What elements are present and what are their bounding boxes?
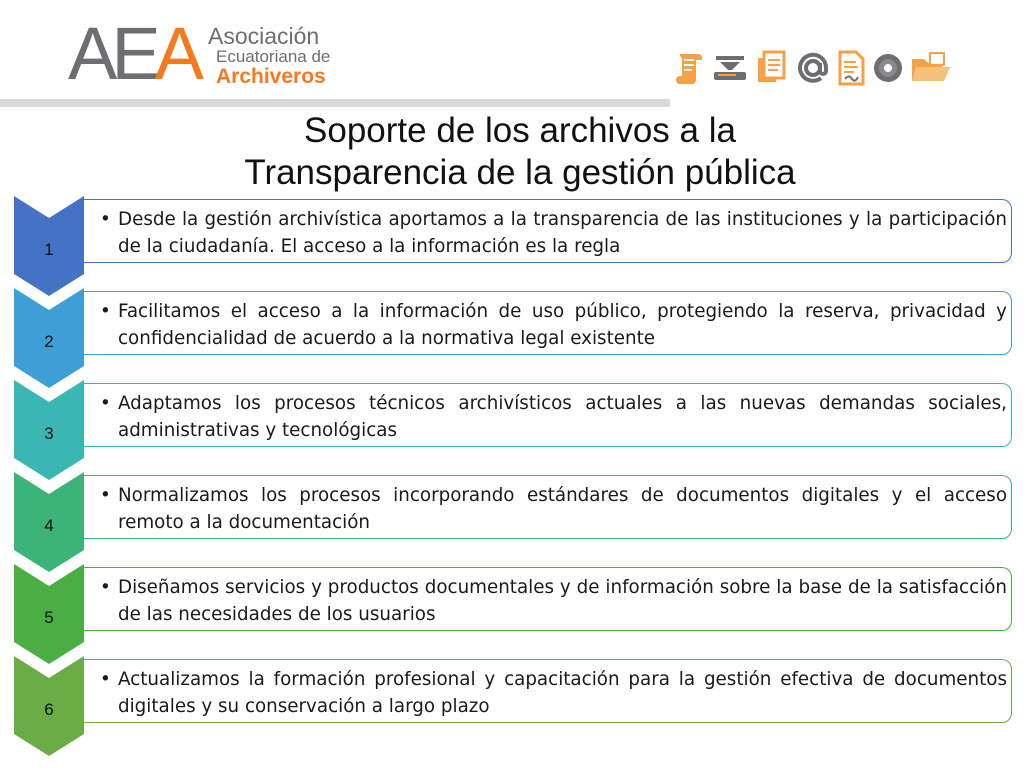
step-6 [14, 656, 1014, 748]
header-divider [0, 99, 670, 107]
step-5 [14, 564, 1014, 656]
bullet: • [100, 485, 111, 506]
step-number: 5 [44, 608, 54, 627]
disc-icon [872, 52, 904, 84]
logo-line-1: Asociación [208, 23, 320, 49]
step-3 [14, 380, 1014, 472]
bullet: • [100, 577, 111, 598]
slide-title [150, 110, 890, 194]
bullet: • [100, 669, 111, 690]
step-text: Diseñamos servicios y productos documentales y de información sobre la base de la satisfacción de las necesidades de los usuarios [118, 577, 1007, 625]
step-number: 4 [44, 516, 54, 535]
step-chevron [14, 656, 84, 748]
scanner-icon [712, 52, 748, 84]
step-number: 2 [44, 332, 54, 351]
step-text-row [100, 574, 1007, 628]
step-box [84, 199, 1012, 263]
logo-text [208, 24, 330, 88]
step-text: Adaptamos los procesos técnicos archivísticos actuales a las nuevas demandas sociales, administrativas y tecnológicas [118, 393, 1007, 441]
header-icons [674, 46, 954, 90]
step-text-row [100, 482, 1007, 536]
step-chevron [14, 472, 84, 564]
step-chevron [14, 196, 84, 288]
step-number: 3 [44, 424, 54, 443]
step-box [84, 291, 1012, 355]
step-text-row [100, 206, 1007, 260]
step-text: Desde la gestión archivística aportamos a la transparencia de las instituciones y la participación de la ciudadanía. El acceso a la información es la regla [118, 209, 1007, 257]
step-box [84, 567, 1012, 631]
step-box [84, 659, 1012, 723]
bullet: • [100, 209, 111, 230]
step-number: 6 [44, 700, 54, 719]
step-1 [14, 196, 1014, 288]
documents-icon [754, 48, 790, 88]
bullet: • [100, 393, 111, 414]
logo-letters: AEA [68, 12, 199, 95]
step-4 [14, 472, 1014, 564]
step-chevron [14, 564, 84, 656]
step-text-row [100, 298, 1007, 352]
step-2 [14, 288, 1014, 380]
title-line-1: Soporte de los archivos a la [304, 111, 736, 150]
step-text: Normalizamos los procesos incorporando estándares de documentos digitales y el acceso remoto a la documentación [118, 485, 1007, 533]
folder-icon [910, 51, 952, 85]
scroll-icon [674, 50, 706, 86]
step-text: Facilitamos el acceso a la información de uso público, protegiendo la reserva, privacidad y confidencialidad de acuerdo a la normativa legal existente [118, 301, 1007, 349]
at-sign-icon [796, 51, 830, 85]
signed-document-icon [836, 50, 866, 86]
step-text-row [100, 390, 1007, 444]
step-box [84, 383, 1012, 447]
step-chevron [14, 288, 84, 380]
logo-line-3: Archiveros [216, 65, 326, 88]
aea-logo [68, 12, 338, 95]
step-text-row [100, 666, 1007, 720]
bullet: • [100, 301, 111, 322]
step-text: Actualizamos la formación profesional y capacitación para la gestión efectiva de documentos digitales y su conservación a largo plazo [118, 669, 1007, 717]
step-number: 1 [44, 240, 54, 259]
logo-line-2: Ecuatoriana de [216, 47, 331, 66]
step-box [84, 475, 1012, 539]
step-chevron [14, 380, 84, 472]
title-line-2: Transparencia de la gestión pública [244, 153, 796, 192]
